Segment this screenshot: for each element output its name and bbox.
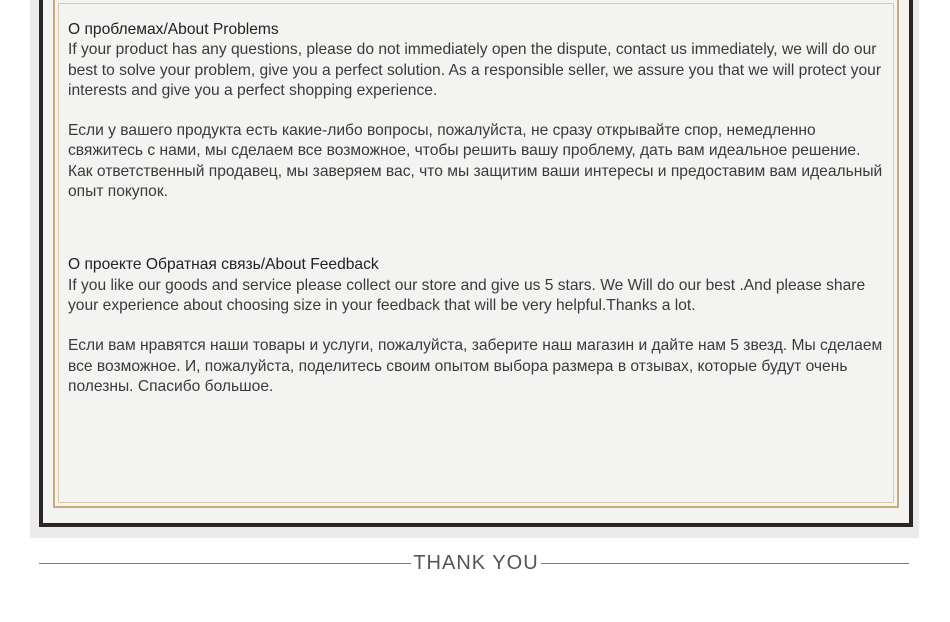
problems-heading: О проблемах/About Problems bbox=[68, 21, 279, 38]
policy-content bbox=[68, 20, 888, 397]
thank-you-text: THANK YOU bbox=[413, 552, 539, 574]
problems-english-text: If your product has any questions, please do not immediately open the dispute, contact us immediately, we will do our best to solve your problem, give you a perfect solution. As a responsible seller, we assure you that we will protect your interests and give you a perfect shopping experience. bbox=[68, 41, 882, 99]
problems-russian-text: Если у вашего продукта есть какие-либо вопросы, пожалуйста, не сразу открывайте спор, немедленно свяжитесь с нами, мы сделаем все возможное, чтобы решить вашу проблему, дать вам идеальное решение. Как ответственный продавец, мы заверяем вас, что мы защитим ваши интересы и предоставим вам идеальный опыт покупок. bbox=[68, 122, 883, 201]
feedback-russian-text: Если вам нравятся наши товары и услуги, пожалуйста, заберите наш магазин и дайте нам 5 звезд. Мы сделаем все возможное. И, пожалуйста, поделитесь своим опытом выбора размера в отзывах, которые будут очень полезны. Спасибо большое. bbox=[68, 337, 883, 395]
feedback-heading: О проекте Обратная связь/About Feedback bbox=[68, 256, 379, 274]
divider-line-left bbox=[39, 563, 411, 564]
feedback-english-text: If you like our goods and service please collect our store and give us 5 stars. We Will do our best .And please share your experience about choosing size in your feedback that will be very helpful.Thanks a lot. bbox=[68, 276, 866, 314]
divider-line-right bbox=[541, 563, 909, 564]
thank-you-divider bbox=[39, 550, 909, 578]
